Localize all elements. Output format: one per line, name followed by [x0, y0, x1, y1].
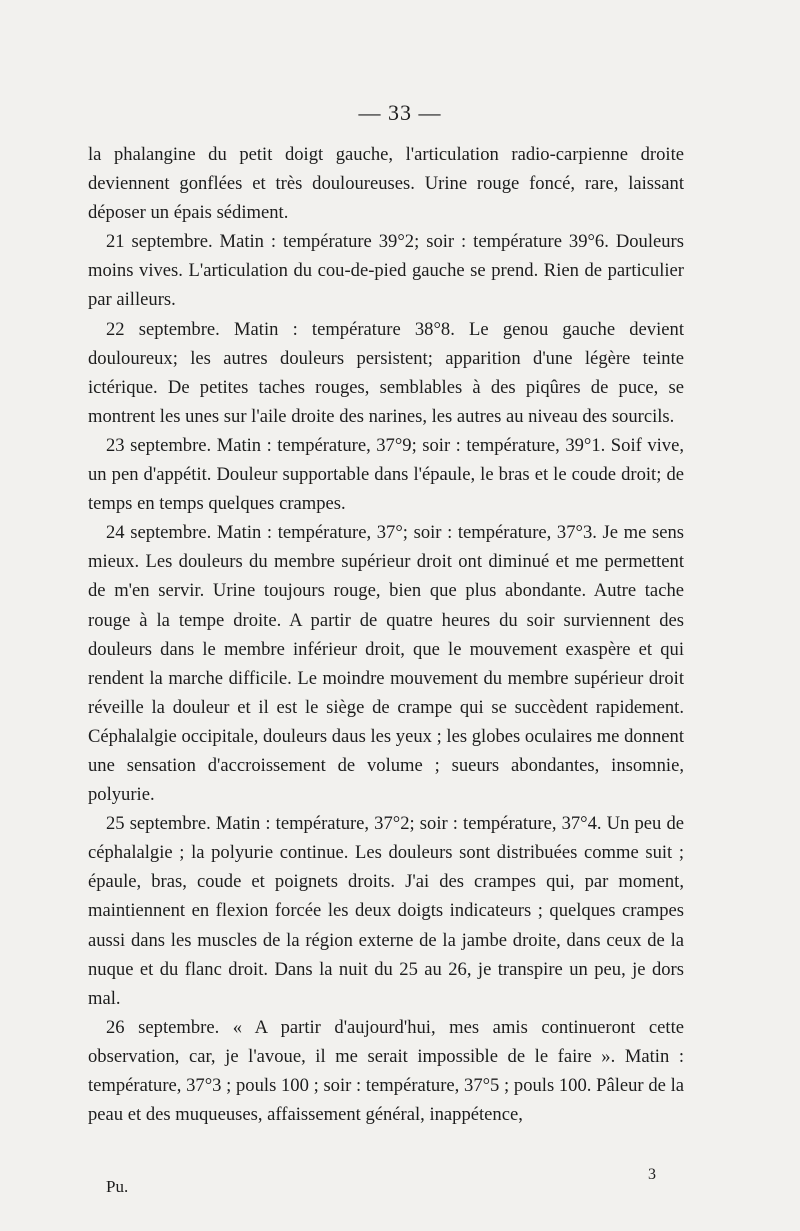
paragraph-21-septembre: 21 septembre. Matin : température 39°2; soir : température 39°6. Douleurs moins vives. L'articulation du cou-de-pied gauche se prend. Rien de particulier par ailleurs.	[88, 231, 684, 311]
signature-mark: Pu.	[106, 1177, 129, 1196]
sheet-number: 3	[648, 1166, 656, 1183]
paragraph-26-septembre: 26 septembre. « A partir d'aujourd'hui, mes amis continueront cette observation, car, je l'avoue, il me serait impossible de le faire ». Matin : température, 37°3 ; pouls 100 ; soir : température, 37°5 ; pouls 100. Pâleur de la peau et des muqueuses, affaissement général, inappétence,	[88, 1016, 684, 1126]
paragraph-24-septembre: 24 septembre. Matin : température, 37°; soir : température, 37°3. Je me sens mieux. Les douleurs du membre supérieur droit ont diminué et me permettent de m'en servir. Urine toujours rouge, bien que plus abondante. Autre tache rouge à la tempe droite. A partir de quatre heures du soir surviennent des douleurs dans le membre inférieur droit, que le mouvement exaspère et qui rendent la marche difficile. Le moindre mouvement du membre supérieur droit réveille la douleur et il est le siège de crampe qui se succèdent rapidement. Céphalalgie occipitale, douleurs daus les yeux ; les globes oculaires me donnent une sensation d'accroissement de volume ; sueurs abondantes, insomnie, polyurie.	[88, 522, 684, 806]
paragraph-25-septembre: 25 septembre. Matin : température, 37°2; soir : température, 37°4. Un peu de céphalalgie ; la polyurie continue. Les douleurs sont distribuées comme suit ; épaule, bras, coude et poignets droits. J'ai des crampes qui, par moment, maintiennent en flexion forcée les deux doigts indicateurs ; quelques crampes aussi dans les muscles de la région externe de la jambe droite, dans ceux de la nuque et du flanc droit. Dans la nuit du 25 au 26, je transpire un peu, je dors mal.	[88, 813, 684, 1009]
paragraph-22-septembre: 22 septembre. Matin : température 38°8. Le genou gauche devient douloureux; les autres douleurs persistent; apparition d'une légère teinte ictérique. De petites taches rouges, semblables à des piqûres de puce, se montrent les unes sur l'aile droite des narines, les autres au niveau des sourcils.	[88, 318, 684, 427]
body-text	[88, 140, 684, 1129]
paragraph-23-septembre: 23 septembre. Matin : température, 37°9; soir : température, 39°1. Soif vive, un pen d'appétit. Douleur supportable dans l'épaule, le bras et le coude droit; de temps en temps quelques crampes.	[88, 434, 684, 515]
page-number: — 33 —	[358, 100, 442, 125]
paragraph-continuation: la phalangine du petit doigt gauche, l'articulation radio-carpienne droite deviennent gonflées et très douloureuses. Urine rouge foncé, rare, laissant déposer un épais sédiment.	[88, 144, 684, 224]
